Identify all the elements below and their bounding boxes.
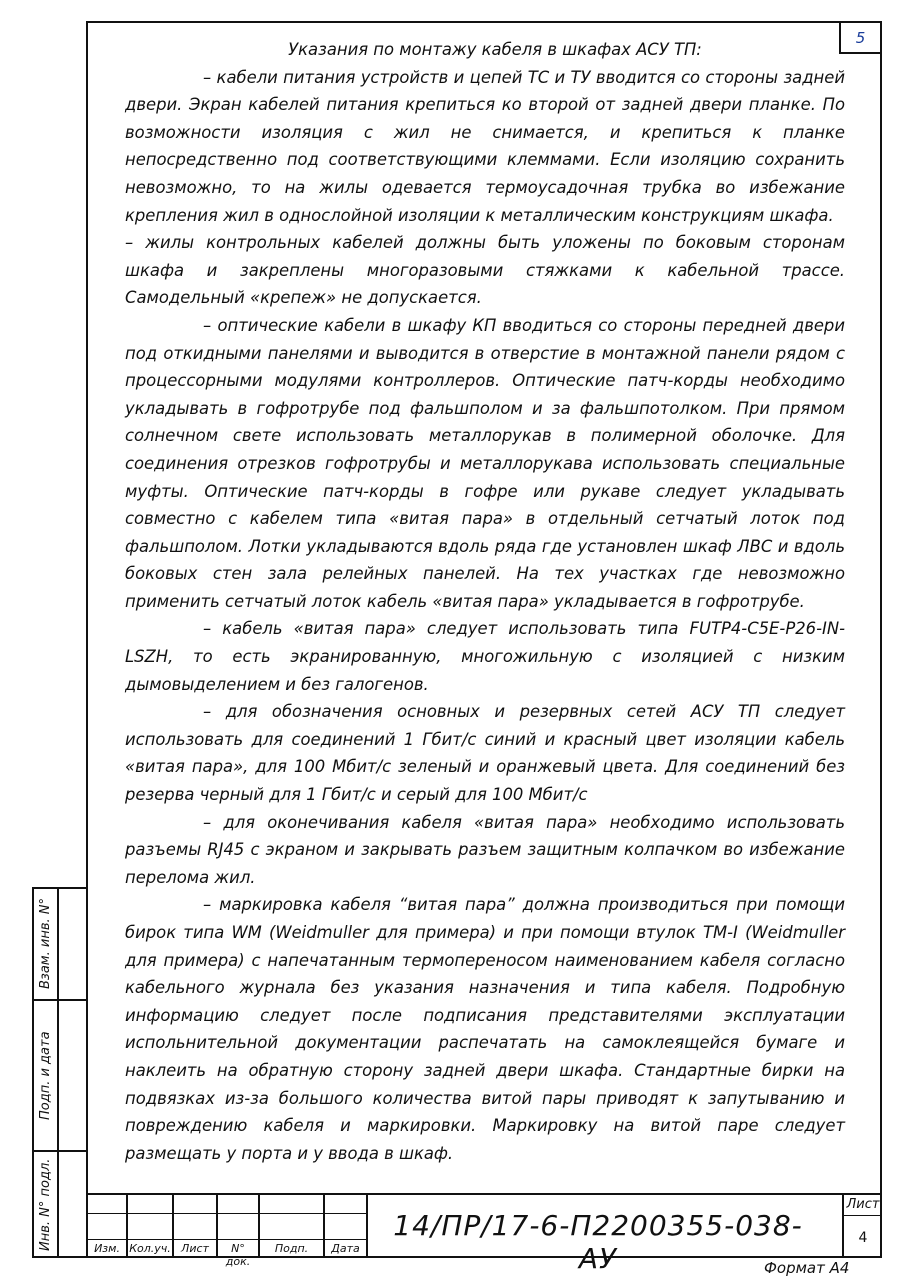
side-stamp (32, 887, 87, 1258)
side-column-divider (57, 889, 59, 1256)
stamp-col-izm: Изм. (94, 1242, 120, 1255)
side-label-podp-data: Подп. и дата (38, 1031, 53, 1120)
stamp-col-data: Дата (331, 1242, 360, 1255)
paragraph-marking: – маркировка кабеля “витая пара” должна производиться при помощи бирок типа WM (Weidmuller для примера) и при помощи втулок TM-I (Weidmuller для примера) с напечатанным термопереносом наименованием кабеля согласно кабельного журнала без указания назначения и типа кабеля. Подробную информацию следует после подписания представителями эксплуатации испольнительной документации распечатать на самоклеящейся бумаге и наклеить на обратную сторону задней двери шкафа. Стандартные бирки на подвязках из-за большого количества витой пары приводят к запутыванию и повреждению кабеля и маркировки. Маркировку на витой паре следует размещать у порта и у ввода в шкаф. (125, 895, 845, 1163)
document-title: Указания по монтажу кабеля в шкафах АСУ ТП: (288, 40, 702, 59)
page-badge-number: 5 (855, 28, 866, 47)
paragraph-power-cables: – кабели питания устройств и цепей ТС и ТУ вводится со стороны задней двери. Экран кабелей питания крепиться ко второй от задней двери планке. По возможности изоляция с жил не снимается, и крепиться к планке непосредственно под соответствующими клеммами. Если изоляцию сохранить невозможно, то на жилы одевается термоусадочная трубка во избежание крепления жил в однослойной изоляции к металлическим конструкциям шкафа. (125, 67, 845, 225)
stamp-col-kol-uch: Кол.уч. (129, 1242, 171, 1255)
paragraph-rj45: – для оконечивания кабеля «витая пара» необходимо использовать разъемы RJ45 с экраном и закрывать разъем защитным колпачком во избежание перелома жил. (125, 812, 845, 887)
stamp-col-podp: Подп. (274, 1242, 309, 1255)
document-code: 14/ПР/17-6-П2200355-038-АУ (393, 1209, 803, 1275)
stamp-col-doc: N° док. (225, 1242, 251, 1268)
sheet-label: Лист (846, 1197, 880, 1212)
document-body (125, 36, 845, 1167)
side-label-inv-podl: Инв. N° подл. (38, 1158, 53, 1252)
stamp-col-list: Лист (181, 1242, 209, 1255)
sheet-cell-divider (844, 1215, 882, 1216)
sheet-number: 4 (858, 1230, 868, 1246)
format-label: Формат А4 (764, 1259, 850, 1277)
paragraph-network-colors: – для обозначения основных и резервных сетей АСУ ТП следует использовать для соединений 1 Гбит/с синий и красный цвет изоляции кабель «витая пара», для 100 Мбит/с зеленый и оранжевый цвета. Для соединений без резерва черный для 1 Гбит/с и серый для 100 Мбит/с (125, 702, 845, 805)
paragraph-optical-cables: – оптические кабели в шкафу КП вводиться со стороны передней двери под откидными панелями и выводится в отверстие в монтажной панели рядом с процессорными модулями контроллеров. Оптические патч-корды необходимо укладывать в гофротрубе под фальшполом и за фальшпотолком. При прямом солнечном свете использовать металлорукав в полимерной оболочке. Для соединения отрезков гофротрубы и металлорукава использовать специальные муфты. Оптические патч-корды в гофре или рукаве следует укладывать совместно с кабелем типа «витая пара» в отдельный сетчатый лоток под фальшполом. Лотки укладываются вдоль ряда где установлен шкаф ЛВС и вдоль боковых стен зала релейных панелей. На тех участках где невозможно применить сетчатый лоток кабель «витая пара» укладывается в гофротрубе. (125, 315, 845, 611)
paragraph-control-cables: – жилы контрольных кабелей должны быть уложены по боковым сторонам шкафа и закреплены многоразовыми стяжками к кабельной трассе. Самодельный «крепеж» не допускается. (125, 233, 845, 308)
stamp-col-line (366, 1195, 368, 1258)
paragraph-twisted-pair-type: – кабель «витая пара» следует использовать типа FUTP4-C5E-P26-IN-LSZH, то есть экранированную, многожильную с изоляцией с низким дымовыделением и без галогенов. (125, 619, 845, 694)
page-badge (839, 21, 882, 54)
side-label-vzam-inv: Взам. инв. N° (38, 898, 53, 990)
